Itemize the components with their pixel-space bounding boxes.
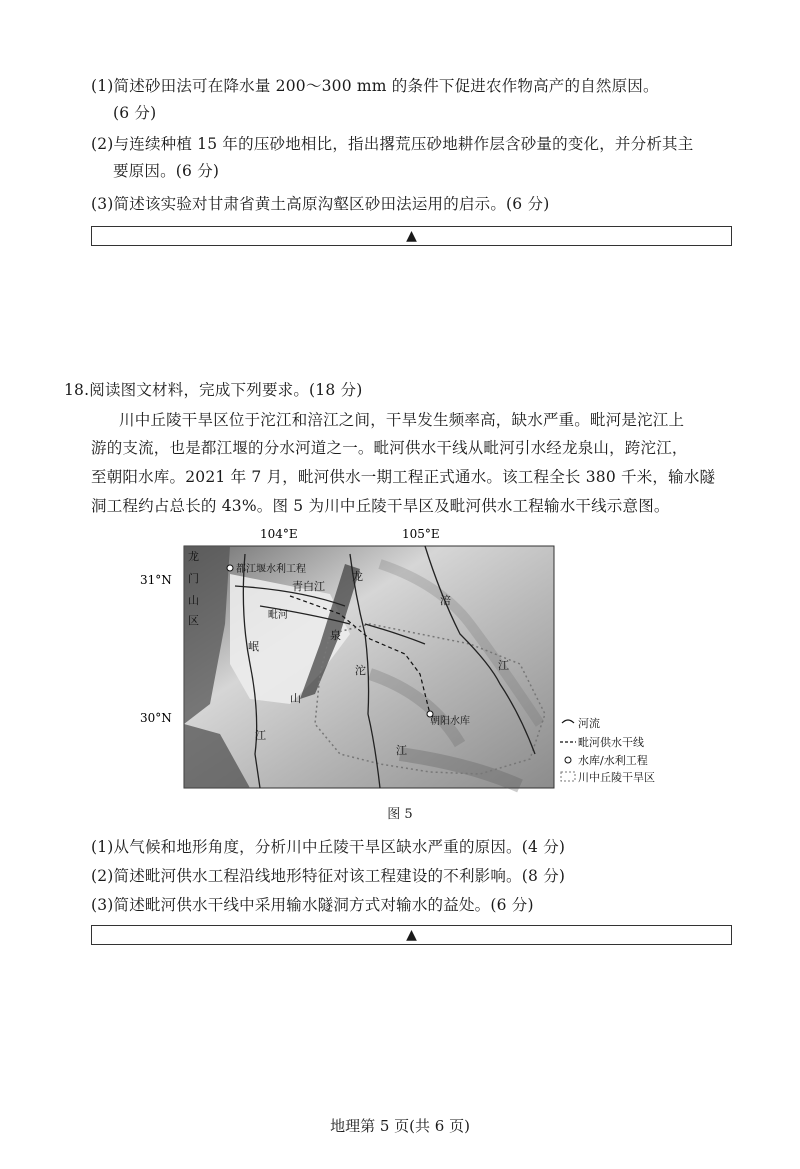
- legend-river: 河流: [578, 717, 600, 730]
- answer-box-18[interactable]: [91, 925, 732, 945]
- label-fu: 涪: [440, 594, 451, 607]
- longitude-label-104: 104°E: [260, 527, 298, 541]
- label-long: 龙: [352, 570, 363, 583]
- dujiangyan-icon: [227, 565, 233, 571]
- question-17-1-line-1: (1)简述砂田法可在降水量 200～300 mm 的条件下促进农作物高产的自然原因。: [91, 77, 659, 95]
- question-17-2-line-2: 要原因。(6 分): [113, 162, 220, 180]
- longitude-label-105: 105°E: [402, 527, 440, 541]
- question-18-paragraph-line-4: 洞工程约占总长的 43%。图 5 为川中丘陵干旱区及毗河供水工程输水干线示意图。: [91, 497, 670, 515]
- question-17-2-line-1: (2)与连续种植 15 年的压砂地相比，指出撂荒压砂地耕作层含砂量的变化，并分析其主: [91, 135, 694, 153]
- question-18-3: (3)简述毗河供水干线中采用输水隧洞方式对输水的益处。(6 分): [91, 896, 534, 914]
- page-footer: 地理第 5 页(共 6 页): [330, 1117, 470, 1135]
- reservoir-legend-icon: [565, 757, 571, 763]
- triangle-marker-icon: ▲: [406, 927, 417, 943]
- label-chaoyang: 朝阳水库: [430, 716, 470, 727]
- label-dujiangyan: 都江堰水利工程: [236, 564, 306, 575]
- question-18-1: (1)从气候和地形角度，分析川中丘陵干旱区缺水严重的原因。(4 分): [91, 838, 566, 856]
- figure-caption: 图 5: [387, 807, 413, 822]
- legend-drought-zone: 川中丘陵干旱区: [578, 771, 655, 784]
- label-longmen-4: 区: [188, 614, 199, 627]
- label-qingbaijiang: 青白江: [292, 580, 325, 593]
- label-jiang-min: 江: [255, 729, 266, 742]
- question-18-heading: 18.阅读图文材料，完成下列要求。(18 分): [64, 381, 363, 399]
- figure-5-map: [140, 524, 720, 794]
- legend-supply-line: 毗河供水干线: [578, 736, 644, 749]
- label-jiang-tuo: 江: [396, 744, 407, 757]
- latitude-label-31: 31°N: [140, 573, 172, 587]
- legend-reservoir: 水库/水利工程: [578, 754, 648, 767]
- label-jiang-fu: 江: [498, 659, 509, 672]
- label-longmen-1: 龙: [188, 550, 199, 563]
- question-18-paragraph-line-1: 川中丘陵干旱区位于沱江和涪江之间，干旱发生频率高，缺水严重。毗河是沱江上: [119, 411, 685, 429]
- triangle-marker-icon: ▲: [406, 228, 417, 244]
- label-quan: 泉: [330, 629, 341, 642]
- river-legend-icon: [562, 720, 574, 723]
- map-legend: [560, 716, 655, 784]
- question-17-3: (3)简述该实验对甘肃省黄土高原沟壑区砂田法运用的启示。(6 分): [91, 195, 550, 213]
- latitude-label-30: 30°N: [140, 711, 172, 725]
- label-tuo: 沱: [355, 664, 366, 677]
- question-18-2: (2)简述毗河供水工程沿线地形特征对该工程建设的不利影响。(8 分): [91, 867, 566, 885]
- question-18-paragraph-line-2: 游的支流，也是都江堰的分水河道之一。毗河供水干线从毗河引水经龙泉山，跨沱江，: [91, 439, 688, 457]
- question-17-1-line-2: (6 分): [113, 104, 157, 122]
- drought-zone-legend-icon: [561, 772, 575, 781]
- question-18-paragraph-line-3: 至朝阳水库。2021 年 7 月，毗河供水一期工程正式通水。该工程全长 380 千米，输水隧: [91, 468, 716, 486]
- label-longmen-2: 门: [188, 572, 199, 585]
- label-shan: 山: [290, 692, 301, 705]
- label-pihe: 毗河: [268, 610, 288, 621]
- label-longmen-3: 山: [188, 594, 199, 607]
- answer-box-17[interactable]: [91, 226, 732, 246]
- label-min: 岷: [248, 640, 259, 653]
